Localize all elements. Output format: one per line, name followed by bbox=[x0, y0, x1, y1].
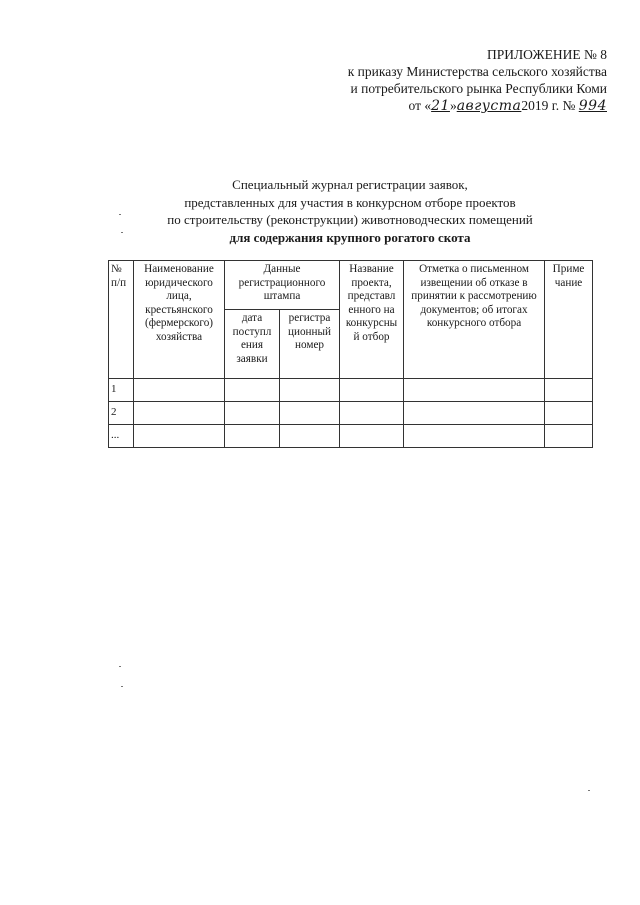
table-cell bbox=[280, 379, 340, 402]
appendix-number: ПРИЛОЖЕНИЕ № 8 bbox=[486, 47, 607, 62]
appendix-date-line bbox=[348, 97, 607, 115]
table-header-row bbox=[109, 261, 593, 310]
table-cell bbox=[545, 425, 593, 448]
header-name: Наименование юридического лица, крестьянского (фермерского) хозяйства bbox=[134, 261, 225, 379]
table-row bbox=[109, 402, 593, 425]
scan-speck bbox=[121, 232, 123, 233]
header-notice: Отметка о письменном извещении об отказе в принятии к рассмотрению документов; об итогах конкурсного отбора bbox=[404, 261, 545, 379]
table-cell bbox=[280, 425, 340, 448]
date-mid: » bbox=[449, 98, 457, 113]
table-cell bbox=[280, 402, 340, 425]
date-day: 21 bbox=[431, 98, 450, 114]
appendix-line-2: и потребительского рынка Республики Коми bbox=[350, 81, 607, 96]
row-number: 2 bbox=[109, 402, 134, 425]
table-cell bbox=[134, 379, 225, 402]
registration-journal-table bbox=[108, 260, 593, 448]
table-row bbox=[109, 379, 593, 402]
document-title bbox=[100, 176, 600, 246]
title-line-1: Специальный журнал регистрации заявок, bbox=[232, 177, 468, 192]
table-cell bbox=[404, 425, 545, 448]
date-month: августа bbox=[456, 98, 522, 114]
title-line-4: для содержания крупного рогатого скота bbox=[229, 229, 471, 245]
scan-speck bbox=[121, 686, 123, 687]
header-stamp: Данные регистрационного штампа bbox=[225, 261, 340, 310]
scan-speck bbox=[119, 214, 121, 215]
table-row bbox=[109, 425, 593, 448]
table-cell bbox=[134, 425, 225, 448]
table-cell bbox=[545, 379, 593, 402]
appendix-line-1: к приказу Министерства сельского хозяйства bbox=[347, 64, 607, 79]
table-cell bbox=[225, 379, 280, 402]
header-note: Приме чание bbox=[545, 261, 593, 379]
title-line-3: по строительству (реконструкции) животноводческих помещений bbox=[167, 212, 533, 227]
table-cell bbox=[225, 402, 280, 425]
row-number: 1 bbox=[109, 379, 134, 402]
scan-speck bbox=[588, 790, 590, 791]
header-stamp-reg: регистра ционный номер bbox=[280, 310, 340, 379]
table-cell bbox=[545, 402, 593, 425]
table-cell bbox=[134, 402, 225, 425]
appendix-header bbox=[348, 46, 607, 115]
date-prefix: от « bbox=[408, 98, 432, 113]
table-cell bbox=[225, 425, 280, 448]
table-cell bbox=[404, 402, 545, 425]
table-cell bbox=[340, 402, 404, 425]
table-cell bbox=[340, 425, 404, 448]
table-cell bbox=[340, 379, 404, 402]
header-project: Название проекта, представл енного на конкурсны й отбор bbox=[340, 261, 404, 379]
title-line-2: представленных для участия в конкурсном отборе проектов bbox=[184, 194, 516, 210]
header-num: № п/п bbox=[109, 261, 134, 379]
date-year: 2019 г. № bbox=[521, 98, 576, 113]
scan-speck bbox=[119, 666, 121, 667]
row-number: ... bbox=[109, 425, 134, 448]
table-cell bbox=[404, 379, 545, 402]
order-number: 994 bbox=[578, 98, 607, 114]
header-stamp-date: дата поступл ения заявки bbox=[225, 310, 280, 379]
